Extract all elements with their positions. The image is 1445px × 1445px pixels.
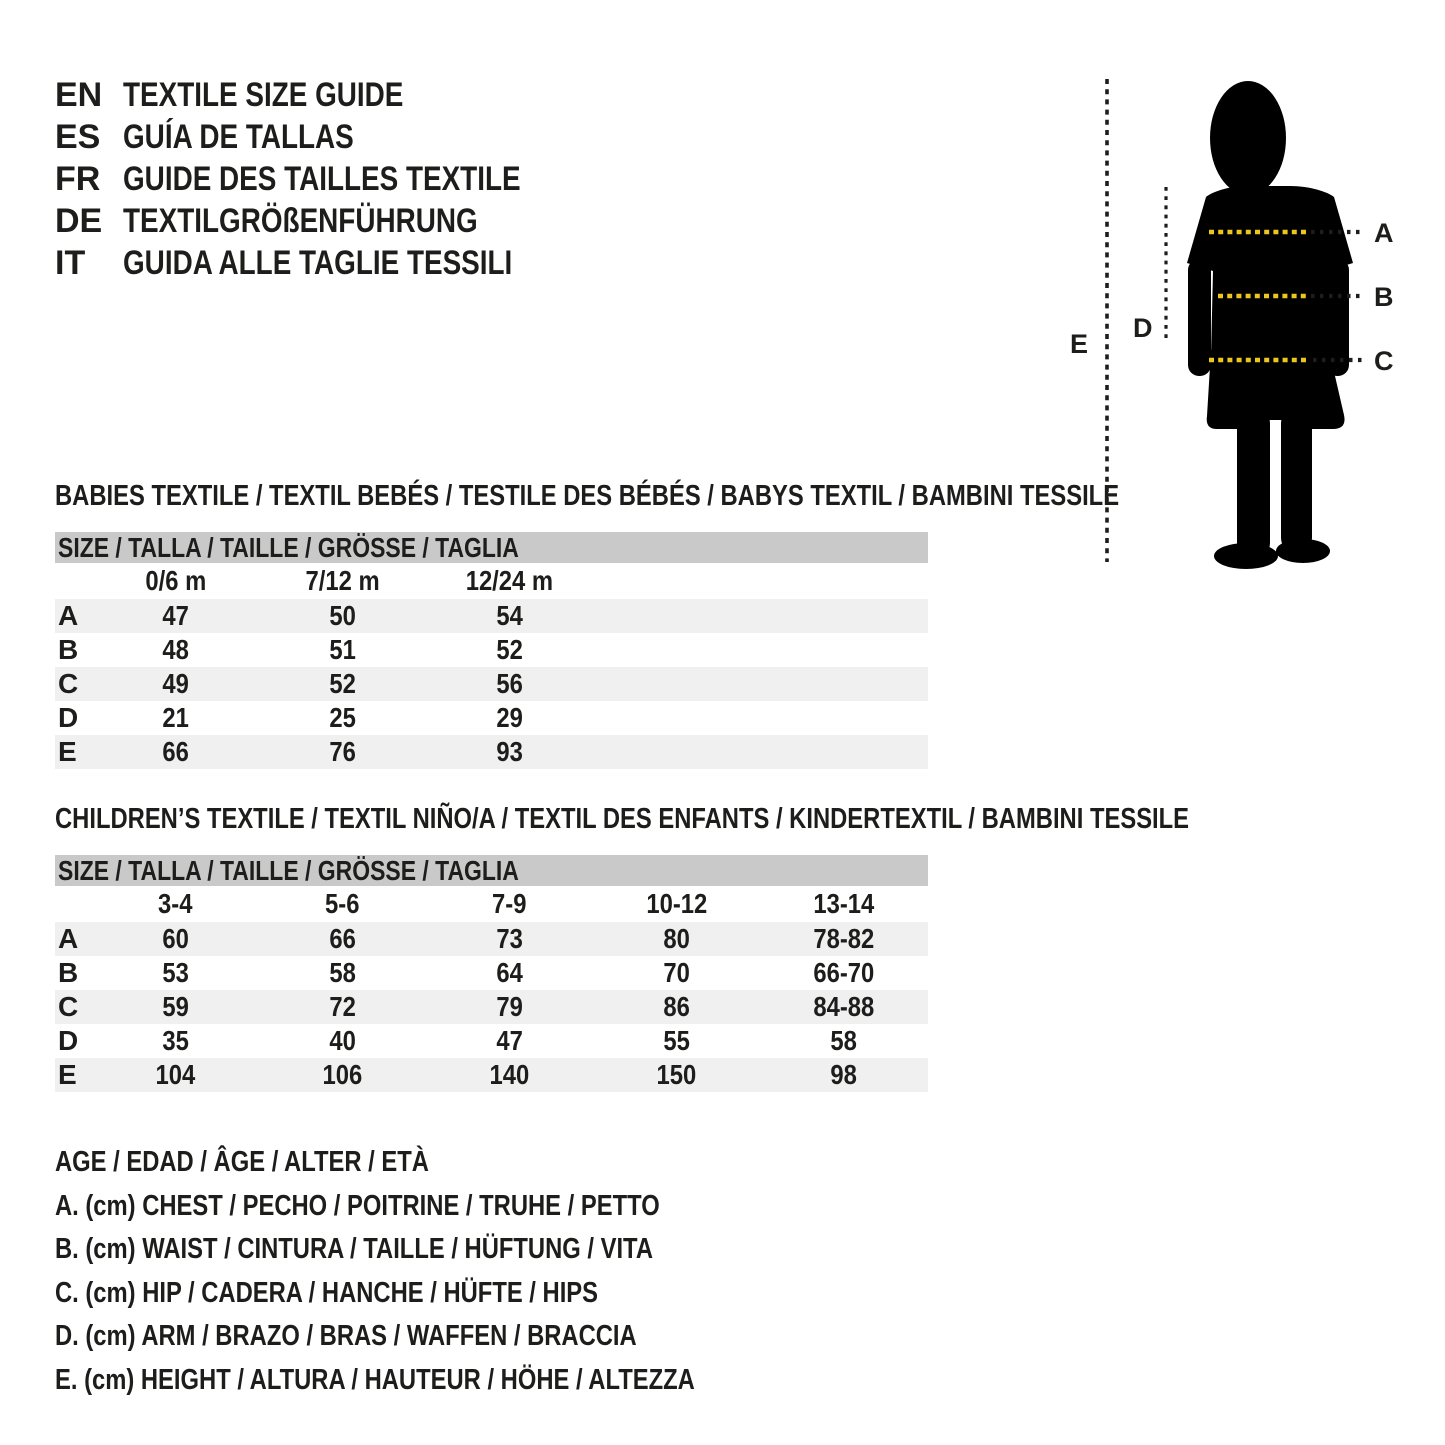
- value-cell: [426, 990, 593, 1024]
- measure-label-d: D: [1133, 313, 1153, 343]
- table-row-b: [55, 633, 928, 667]
- column-header: [426, 563, 593, 599]
- value-text: 78-82: [813, 923, 874, 954]
- language-row-es: [55, 116, 608, 158]
- column-header: [259, 563, 426, 599]
- value-text: 25: [329, 702, 356, 733]
- column-header-text: 12/24 m: [465, 565, 554, 596]
- value-cell: [426, 1058, 593, 1092]
- value-text: 52: [496, 634, 523, 665]
- language-code: DE: [55, 201, 103, 240]
- value-cell: [593, 956, 760, 990]
- value-cell: [760, 1058, 927, 1092]
- value-cell: [259, 599, 426, 633]
- column-header-text: 3-4: [158, 888, 193, 919]
- column-header: [92, 563, 259, 599]
- table-row-a: [55, 599, 928, 633]
- legend-line-5: [55, 1359, 835, 1403]
- value-text: 52: [329, 668, 356, 699]
- column-header-text: 7-9: [492, 888, 527, 919]
- legend-line-2: [55, 1228, 835, 1272]
- children-column-headers: [55, 886, 928, 922]
- value-cell: [259, 735, 426, 769]
- table-row-c: [55, 990, 928, 1024]
- table-row-d: [55, 701, 928, 735]
- legend-line-text: D. (cm) ARM / BRAZO / BRAS / WAFFEN / BRACCIA: [55, 1320, 637, 1353]
- value-text: 64: [496, 957, 523, 988]
- legend-line-3: [55, 1272, 835, 1316]
- language-code: FR: [55, 159, 101, 198]
- value-cell: [426, 956, 593, 990]
- value-cell: [426, 667, 593, 701]
- value-cell: [92, 1024, 259, 1058]
- value-text: 60: [162, 923, 189, 954]
- language-row-it: [55, 242, 608, 284]
- children-section-title: [55, 805, 1438, 834]
- value-cell: [259, 1024, 426, 1058]
- language-row-en: [55, 74, 608, 116]
- value-text: 40: [329, 1025, 356, 1056]
- value-text: 58: [329, 957, 356, 988]
- column-header: [760, 886, 927, 922]
- value-cell: [259, 633, 426, 667]
- value-cell: [593, 1058, 760, 1092]
- column-header-text: 5-6: [325, 888, 360, 919]
- value-cell: [426, 599, 593, 633]
- row-label: B: [58, 957, 79, 988]
- value-cell: [92, 735, 259, 769]
- babies-column-headers: [55, 563, 928, 599]
- legend-line-text: AGE / EDAD / ÂGE / ALTER / ETÀ: [55, 1146, 429, 1179]
- value-cell: [92, 1058, 259, 1092]
- value-text: 54: [496, 600, 523, 631]
- value-text: 47: [162, 600, 189, 631]
- value-text: 98: [830, 1059, 857, 1090]
- value-cell: [593, 1024, 760, 1058]
- column-header: [259, 886, 426, 922]
- row-label: D: [58, 702, 79, 733]
- value-cell: [259, 922, 426, 956]
- table-row-e: [55, 1058, 928, 1092]
- value-text: 76: [329, 736, 356, 767]
- row-label: D: [58, 1025, 79, 1056]
- language-row-fr: [55, 158, 608, 200]
- value-text: 66: [329, 923, 356, 954]
- value-cell: [593, 990, 760, 1024]
- column-header-text: 13-14: [813, 888, 874, 919]
- column-header: [92, 886, 259, 922]
- column-header-text: 10-12: [646, 888, 707, 919]
- table-row-d: [55, 1024, 928, 1058]
- language-guide-title: TEXTILE SIZE GUIDE: [123, 75, 404, 114]
- row-label: E: [58, 736, 77, 767]
- value-text: 50: [329, 600, 356, 631]
- value-cell: [92, 667, 259, 701]
- value-text: 79: [496, 991, 523, 1022]
- language-guide-title: GUIDA ALLE TAGLIE TESSILI: [123, 243, 513, 282]
- value-text: 86: [663, 991, 690, 1022]
- value-cell: [92, 956, 259, 990]
- row-label: B: [58, 634, 79, 665]
- value-cell: [259, 1058, 426, 1092]
- children-size-table: [55, 855, 928, 1092]
- legend-line-text: C. (cm) HIP / CADERA / HANCHE / HÜFTE / HIPS: [55, 1276, 599, 1309]
- value-text: 53: [162, 957, 189, 988]
- value-cell: [760, 956, 927, 990]
- babies-section-title: [55, 482, 1353, 511]
- value-text: 51: [329, 634, 356, 665]
- value-text: 59: [162, 991, 189, 1022]
- value-cell: [426, 735, 593, 769]
- table-row-b: [55, 956, 928, 990]
- row-label: C: [58, 668, 79, 699]
- babies-section-title-text: BABIES TEXTILE / TEXTIL BEBÉS / TESTILE DES BÉBÉS / BABYS TEXTIL / BAMBINI TESSILE: [55, 480, 1120, 512]
- value-text: 80: [663, 923, 690, 954]
- value-text: 47: [496, 1025, 523, 1056]
- legend-line-1: [55, 1185, 835, 1229]
- children-section-title-text: CHILDREN’S TEXTILE / TEXTIL NIÑO/A / TEXTIL DES ENFANTS / KINDERTEXTIL / BAMBINI TESSILE: [55, 803, 1190, 835]
- language-row-de: [55, 200, 608, 242]
- value-text: 73: [496, 923, 523, 954]
- value-cell: [426, 701, 593, 735]
- language-code: EN: [55, 75, 103, 114]
- language-guide-title: TEXTILGRÖßENFÜHRUNG: [123, 201, 478, 240]
- children-size-header-text: SIZE / TALLA / TAILLE / GRÖSSE / TAGLIA: [58, 854, 519, 886]
- measurement-legend: [55, 1141, 835, 1402]
- child-measurement-figure: [1060, 60, 1445, 600]
- value-cell: [259, 701, 426, 735]
- language-code: ES: [55, 117, 101, 156]
- value-cell: [760, 1024, 927, 1058]
- value-cell: [92, 633, 259, 667]
- table-row-a: [55, 922, 928, 956]
- babies-size-header-text: SIZE / TALLA / TAILLE / GRÖSSE / TAGLIA: [58, 531, 519, 563]
- babies-data-rows: [55, 599, 928, 769]
- value-text: 72: [329, 991, 356, 1022]
- value-text: 29: [496, 702, 523, 733]
- value-text: 21: [162, 702, 189, 733]
- babies-size-table: [55, 532, 928, 769]
- legend-line-text: B. (cm) WAIST / CINTURA / TAILLE / HÜFTUNG / VITA: [55, 1233, 653, 1266]
- value-cell: [92, 922, 259, 956]
- value-text: 150: [656, 1059, 697, 1090]
- table-row-e: [55, 735, 928, 769]
- column-header-text: 0/6 m: [145, 565, 206, 596]
- measure-label-e: E: [1070, 329, 1089, 359]
- column-header-spacer: [55, 563, 92, 599]
- value-cell: [426, 633, 593, 667]
- row-label: A: [58, 600, 79, 631]
- value-text: 106: [322, 1059, 363, 1090]
- language-code: IT: [55, 243, 86, 282]
- value-text: 84-88: [813, 991, 874, 1022]
- table-row-c: [55, 667, 928, 701]
- legend-line-0: [55, 1141, 835, 1185]
- value-text: 58: [830, 1025, 857, 1056]
- value-text: 70: [663, 957, 690, 988]
- column-header: [593, 886, 760, 922]
- value-cell: [760, 922, 927, 956]
- value-text: 104: [155, 1059, 196, 1090]
- language-title-list: [55, 74, 608, 284]
- value-cell: [259, 667, 426, 701]
- value-cell: [593, 922, 760, 956]
- row-label: C: [58, 991, 79, 1022]
- value-cell: [426, 1024, 593, 1058]
- value-cell: [92, 701, 259, 735]
- value-cell: [259, 956, 426, 990]
- column-header: [426, 886, 593, 922]
- value-text: 66-70: [813, 957, 874, 988]
- value-cell: [760, 990, 927, 1024]
- children-data-rows: [55, 922, 928, 1092]
- measure-label-a: A: [1374, 218, 1394, 248]
- value-text: 49: [162, 668, 189, 699]
- language-guide-title: GUÍA DE TALLAS: [123, 117, 354, 156]
- value-text: 56: [496, 668, 523, 699]
- value-text: 93: [496, 736, 523, 767]
- value-text: 66: [162, 736, 189, 767]
- value-cell: [259, 990, 426, 1024]
- row-label: E: [58, 1059, 77, 1090]
- measure-label-c: C: [1374, 346, 1394, 376]
- value-cell: [426, 922, 593, 956]
- legend-line-text: E. (cm) HEIGHT / ALTURA / HAUTEUR / HÖHE / ALTEZZA: [55, 1363, 695, 1396]
- value-text: 48: [162, 634, 189, 665]
- value-cell: [92, 990, 259, 1024]
- value-text: 35: [162, 1025, 189, 1056]
- column-header-spacer: [55, 886, 92, 922]
- value-text: 140: [489, 1059, 530, 1090]
- measure-label-b: B: [1374, 282, 1394, 312]
- row-label: A: [58, 923, 79, 954]
- column-header-text: 7/12 m: [305, 565, 380, 596]
- children-size-header-bar: [55, 855, 928, 886]
- legend-line-text: A. (cm) CHEST / PECHO / POITRINE / TRUHE / PETTO: [55, 1189, 660, 1222]
- value-cell: [92, 599, 259, 633]
- legend-line-4: [55, 1315, 835, 1359]
- language-guide-title: GUIDE DES TAILLES TEXTILE: [123, 159, 521, 198]
- value-text: 55: [663, 1025, 690, 1056]
- babies-size-header-bar: [55, 532, 928, 563]
